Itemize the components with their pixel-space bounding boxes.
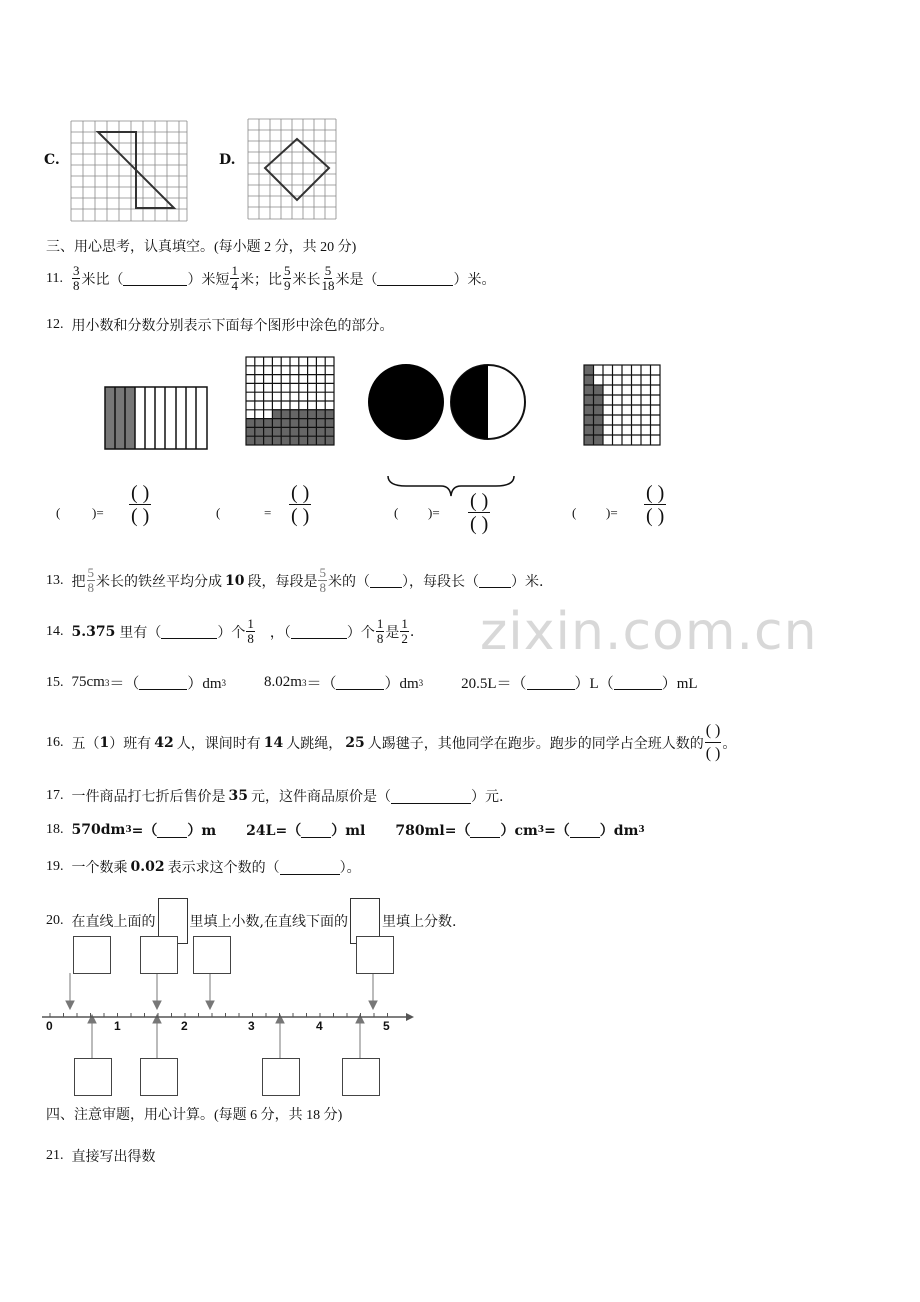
question-20: 20. 在直线上面的 里填上小数,在直线下面的 里填上分数. xyxy=(46,898,456,944)
answer-decimal-2-eq: = xyxy=(264,505,272,520)
question-12: 12. 用小数和分数分别表示下面每个图形中涂色的部分。 xyxy=(46,317,394,334)
tick-label-2: 2 xyxy=(181,1019,188,1033)
question-16: 16. 五（ 1 ）班有 42 人，课间时有 14 人跳绳， 25 人踢毽子，其他同学在跑步。跑步的同学占全班人数的 $\frac{( )}{( )}$ 。 xyxy=(46,722,737,762)
section-4-heading: 四、注意审题，用心计算。(每题 6 分，共 18 分) xyxy=(46,1108,343,1123)
number-line-box-top-4[interactable] xyxy=(356,936,394,974)
answer-decimal-4-close: )= xyxy=(606,505,618,520)
answer-decimal-2-open: ( xyxy=(216,505,221,520)
answer-decimal-1-open: ( xyxy=(56,505,61,520)
number-line-box-top-3[interactable] xyxy=(193,936,231,974)
question-14: 14. 5.375 里有（ ）个 $\frac{1}{8}$ ，（ ）个 $\frac{1}{8}$ 是 $\frac{1}{2}$ . xyxy=(46,616,415,646)
option-c-label[interactable]: C. xyxy=(44,152,60,168)
number-line-box-bottom-4[interactable] xyxy=(342,1058,380,1096)
number-line-box-bottom-1[interactable] xyxy=(74,1058,112,1096)
hundred-grid-figure xyxy=(245,356,335,446)
answer-decimal-3-close: )= xyxy=(428,505,440,520)
number-line-box-top-2[interactable] xyxy=(140,936,178,974)
question-19: 19. 一个数乘 0.02 表示求这个数的（ ）。 xyxy=(46,859,361,876)
answer-decimal-1-close: )= xyxy=(92,505,104,520)
number-line-box-bottom-2[interactable] xyxy=(140,1058,178,1096)
number-line-box-bottom-3[interactable] xyxy=(262,1058,300,1096)
question-13: 13. 把 $\frac{5}{8}$ 米长的铁丝平均分成 10 段，每段是 $\frac{5}{8}$ 米的（ ），每段长（ ）米. xyxy=(46,565,544,595)
watermark: zixin.com.cn xyxy=(480,602,818,662)
option-d-grid-figure xyxy=(247,118,337,220)
tick-label-1: 1 xyxy=(114,1019,121,1033)
question-21: 21. 直接写出得数 xyxy=(46,1148,156,1165)
answer-decimal-3-open: ( xyxy=(394,505,399,520)
question-11: 11. $\frac{3}{8}$ 米比（ ）米短 $\frac{1}{4}$ 米；比 $\frac{5}{9}$ 米长 $\frac{5}{18}$ 米是（ ）米。 xyxy=(46,263,496,293)
question-15: 15. 75cm 3 ＝（ ）dm 3 8.02m 3 ＝（ ）dm 3 20.5L＝（ ）L（ ）mL xyxy=(46,674,698,692)
number-line-box-top-1[interactable] xyxy=(73,936,111,974)
tick-label-3: 3 xyxy=(248,1019,255,1033)
option-c-grid-figure xyxy=(70,120,188,222)
circles-figure xyxy=(366,362,530,442)
tick-label-4: 4 xyxy=(316,1019,323,1033)
answer-fraction-2[interactable]: ( ) ( ) xyxy=(291,482,310,527)
section-3-heading: 三、用心思考，认真填空。(每小题 2 分，共 20 分) xyxy=(46,240,357,255)
question-18: 18. 570dm 3 =（ ）m 24L=（ ）ml 780ml=（ ）cm 3 =（ ）dm 3 xyxy=(46,822,645,839)
tick-label-5: 5 xyxy=(383,1019,390,1033)
question-17: 17. 一件商品打七折后售价是 35 元，这件商品原价是（ ）元. xyxy=(46,788,504,805)
tick-label-0: 0 xyxy=(46,1019,53,1033)
small-grid-figure xyxy=(583,364,661,446)
brace-icon xyxy=(386,474,516,498)
answer-fraction-4[interactable]: ( ) ( ) xyxy=(646,482,665,527)
answer-fraction-1[interactable]: ( ) ( ) xyxy=(131,482,150,527)
shaded-strips-figure xyxy=(104,386,208,450)
answer-fraction-3[interactable]: ( ) ( ) xyxy=(470,490,489,535)
answer-decimal-4-open: ( xyxy=(572,505,577,520)
option-d-label[interactable]: D. xyxy=(219,152,236,168)
